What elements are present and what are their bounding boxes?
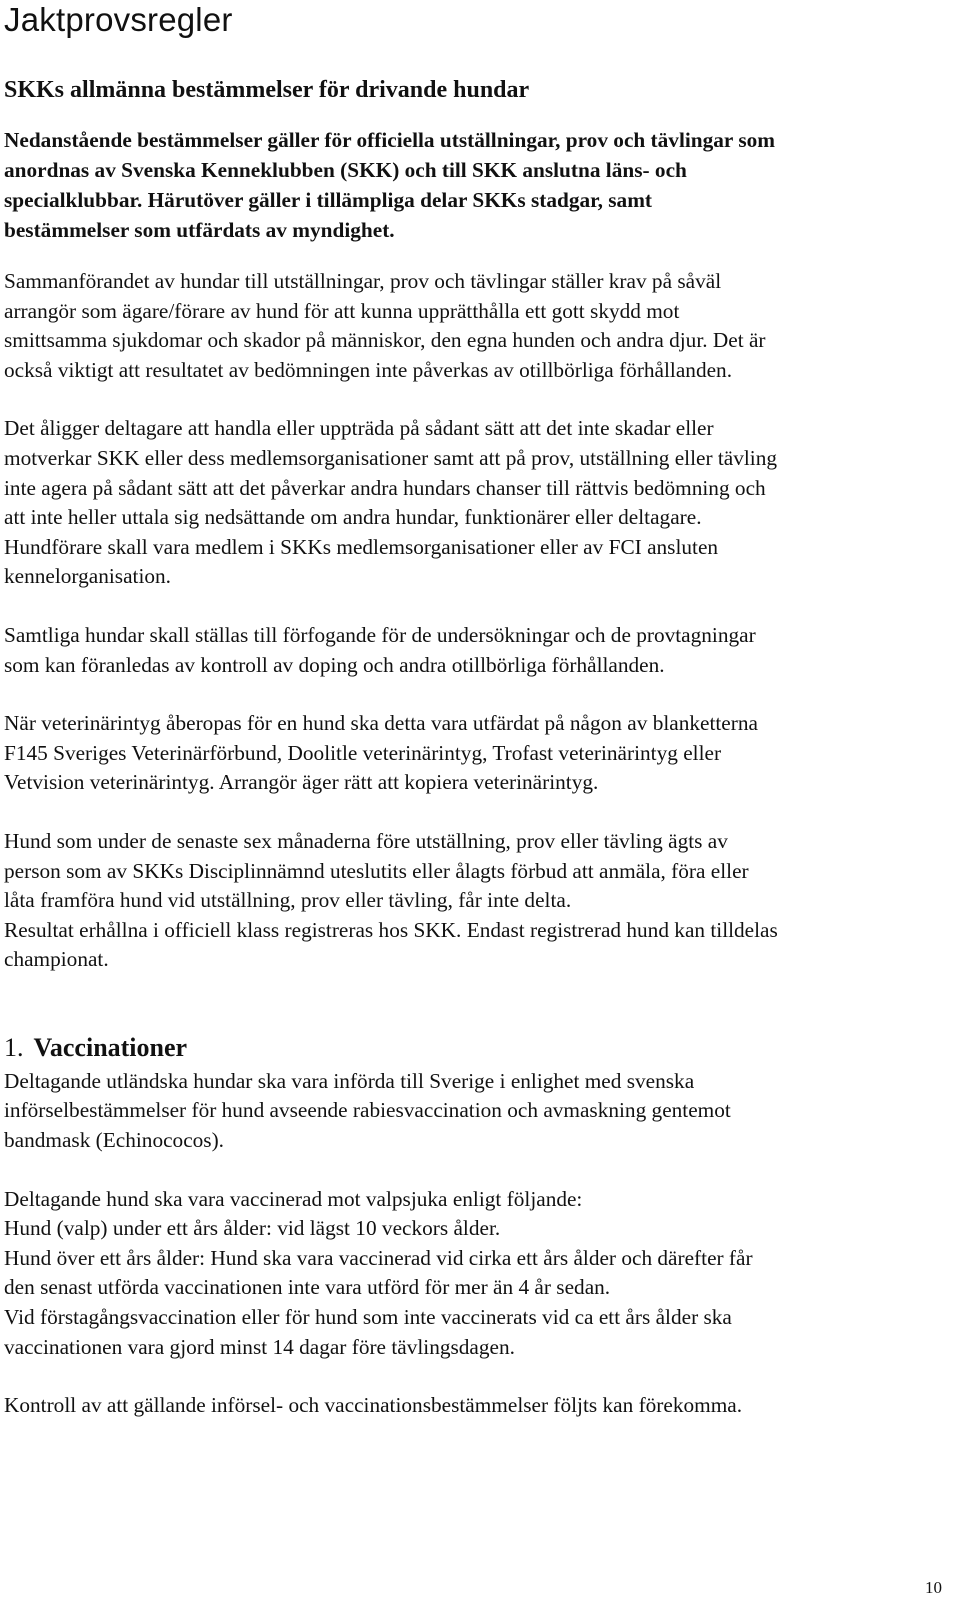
text-line: Det åligger deltagare att handla eller uppträda på sådant sätt att det inte skadar eller <box>4 416 714 441</box>
paragraph-kontroll <box>4 1391 954 1421</box>
page-number: 10 <box>925 1578 942 1597</box>
text-line: När veterinärintyg åberopas för en hund ska detta vara utfärdat på någon av blanketterna <box>4 711 758 736</box>
section-heading-vaccinationer <box>4 1033 954 1063</box>
text-line: kennelorganisation. <box>4 564 171 589</box>
section-number: 1. <box>4 1032 24 1062</box>
document-title: Jaktprovsregler <box>4 1 233 38</box>
text-line: Vetvision veterinärintyg. Arrangör äger rätt att kopiera veterinärintyg. <box>4 770 599 795</box>
text-line: Deltagande utländska hundar ska vara införda till Sverige i enlighet med svenska <box>4 1068 695 1093</box>
text-line: låta framföra hund vid utställning, prov eller tävling, får inte delta. <box>4 888 572 913</box>
text-line: Vid förstagångsvaccination eller för hund som inte vaccinerats vid ca ett års ålder ska <box>4 1305 732 1330</box>
text-line: person som av SKKs Disciplinnämnd uteslutits eller ålagts förbud att anmäla, föra eller <box>4 858 749 883</box>
text-line: championat. <box>4 947 109 972</box>
document-page <box>4 0 954 1421</box>
text-line: smittsamma sjukdomar och skador på människor, den egna hunden och andra djur. Det är <box>4 328 766 353</box>
lead-line: specialklubbar. Härutöver gäller i tillämpliga delar SKKs stadgar, samt <box>4 188 653 212</box>
text-line: införselbestämmelser för hund avseende rabiesvaccination och avmaskning gentemot <box>4 1098 731 1123</box>
text-line: Sammanförandet av hundar till utställningar, prov och tävlingar ställer krav på såväl <box>4 269 722 293</box>
lead-line: anordnas av Svenska Kenneklubben (SKK) och till SKK anslutna läns- och <box>4 158 687 182</box>
text-line: bandmask (Echinococos). <box>4 1128 224 1153</box>
text-line: Samtliga hundar skall ställas till förfogande för de undersökningar och de provtagningar <box>4 622 756 647</box>
text-line: F145 Sveriges Veterinärförbund, Doolitle veterinärintyg, Trofast veterinärintyg eller <box>4 740 722 765</box>
text-line: som kan föranledas av kontroll av doping och andra otillbörliga förhållanden. <box>4 652 665 677</box>
text-line: att inte heller uttala sig nedsättande om andra hundar, funktionärer eller deltagare. <box>4 505 702 530</box>
paragraph-deltagare <box>4 414 954 592</box>
lead-line: bestämmelser som utfärdats av myndighet. <box>4 218 395 242</box>
paragraph-veterinarintyg <box>4 709 954 798</box>
text-line: vaccinationen vara gjord minst 14 dagar före tävlingsdagen. <box>4 1334 515 1359</box>
section-title: Vaccinationer <box>33 1032 188 1062</box>
paragraph-doping <box>4 621 954 680</box>
paragraph-disciplin <box>4 827 954 975</box>
paragraph-valpsjuka <box>4 1185 954 1363</box>
document-subtitle: SKKs allmänna bestämmelser för drivande hundar <box>4 77 530 103</box>
paragraph-utlandska-hundar <box>4 1067 954 1156</box>
text-line: den senast utförda vaccinationen inte vara utförd för mer än 4 år sedan. <box>4 1275 611 1300</box>
text-line: Hund som under de senaste sex månaderna före utställning, prov eller tävling ägts av <box>4 828 728 853</box>
lead-paragraph <box>4 125 954 245</box>
text-line: inte agera på sådant sätt att det påverkar andra hundars chanser till rättvis bedömning och <box>4 475 766 500</box>
text-line: arrangör som ägare/förare av hund för att kunna upprätthålla ett gott skydd mot <box>4 298 680 323</box>
text-line: Hundförare skall vara medlem i SKKs medlemsorganisationer eller av FCI ansluten <box>4 534 719 559</box>
text-line: Kontroll av att gällande införsel- och vaccinationsbestämmelser följts kan förekomma. <box>4 1393 743 1418</box>
text-line: Hund (valp) under ett års ålder: vid lägst 10 veckors ålder. <box>4 1216 501 1241</box>
text-line: också viktigt att resultatet av bedömningen inte påverkas av otillbörliga förhållanden. <box>4 357 733 382</box>
paragraph-sammanforandet <box>4 267 954 385</box>
text-line: motverkar SKK eller dess medlemsorganisationer samt att på prov, utställning eller tävling <box>4 445 778 470</box>
lead-line: Nedanstående bestämmelser gäller för officiella utställningar, prov och tävlingar som <box>4 128 775 152</box>
text-line: Hund över ett års ålder: Hund ska vara vaccinerad vid cirka ett års ålder och därefter får <box>4 1245 753 1270</box>
text-line: Resultat erhållna i officiell klass registreras hos SKK. Endast registrerad hund kan tilldelas <box>4 917 778 942</box>
text-line: Deltagande hund ska vara vaccinerad mot valpsjuka enligt följande: <box>4 1186 583 1211</box>
